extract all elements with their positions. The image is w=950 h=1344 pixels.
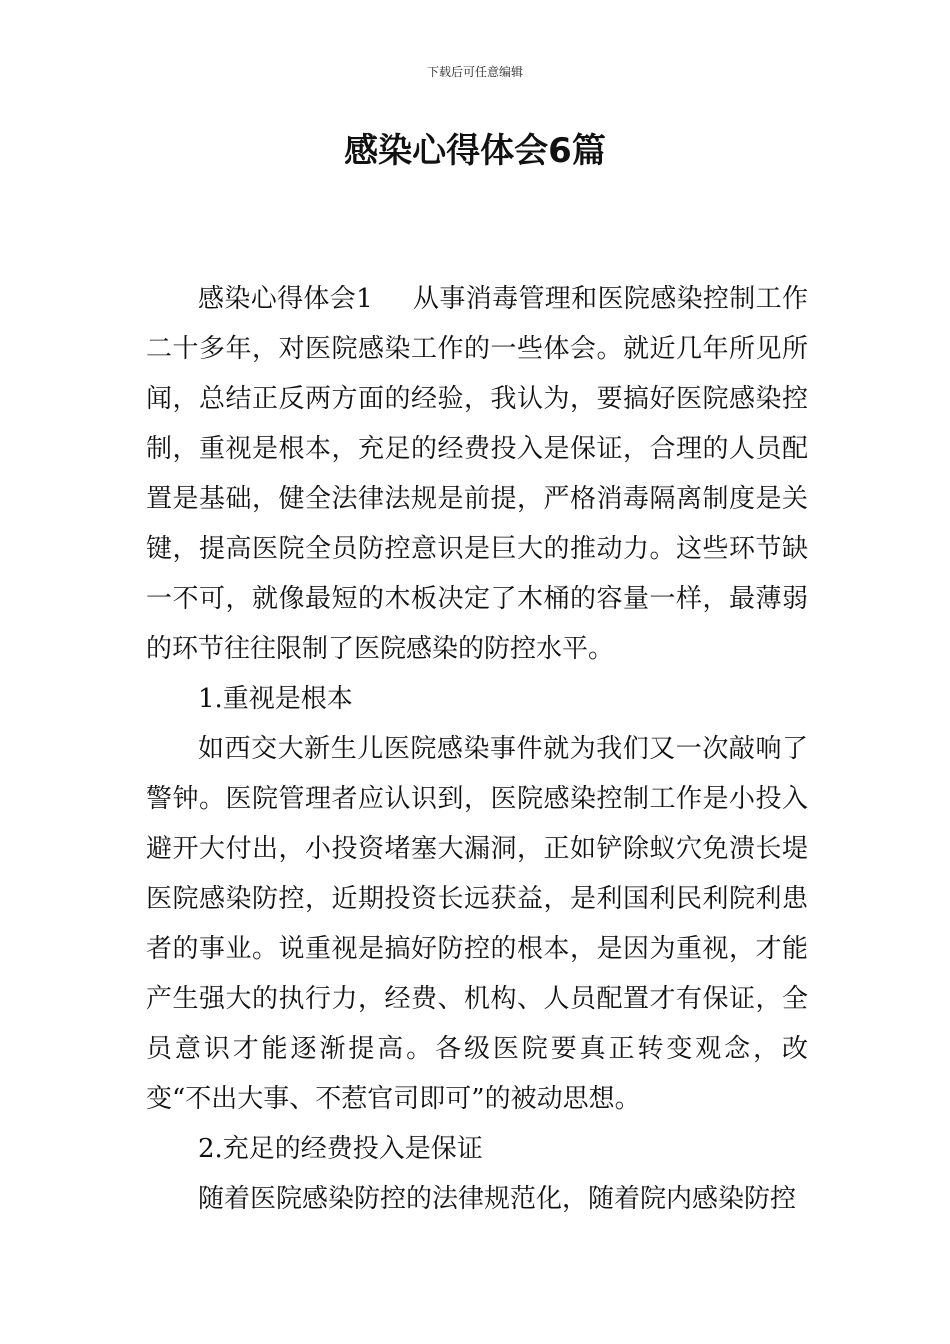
intro-paragraph [146, 274, 808, 674]
paragraph-2: 随着医院感染防控的法律规范化，随着院内感染防控 [198, 1184, 797, 1214]
document-body [146, 274, 808, 1224]
intro-text: 从事消毒管理和医院感染控制工作二十多年，对医院感染工作的一些体会。就近几年所见所闻，总结正反两方面的经验，我认为，要搞好医院感染控制，重视是根本，充足的经费投入是保证，合理的人员配置是基础，健全法律法规是前提，严格消毒隔离制度是关键，提高医院全员防控意识是巨大的推动力。这些环节缺一不可，就像最短的木板决定了木桶的容量一样，最薄弱的环节往往限制了医院感染的防控水平。 [146, 284, 808, 664]
section-heading: 感染心得体会1 [198, 284, 373, 314]
subheading-1: 1.重视是根本 [198, 684, 353, 714]
header-note: 下载后可任意编辑 [426, 65, 523, 79]
document-title: 感染心得体会6篇 [344, 131, 606, 171]
subheading-2: 2.充足的经费投入是保证 [198, 1134, 483, 1164]
paragraph-1: 如西交大新生儿医院感染事件就为我们又一次敲响了警钟。医院管理者应认识到，医院感染控制工作是小投入避开大付出，小投资堵塞大漏洞，正如铲除蚁穴免溃长堤医院感染防控，近期投资长远获益，是利国利民利院利患者的事业。说重视是搞好防控的根本，是因为重视，才能产生强大的执行力，经费、机构、人员配置才有保证，全员意识才能逐渐提高。各级医院要真正转变观念，改变“不出大事、不惹官司即可”的被动思想。 [146, 734, 808, 1114]
